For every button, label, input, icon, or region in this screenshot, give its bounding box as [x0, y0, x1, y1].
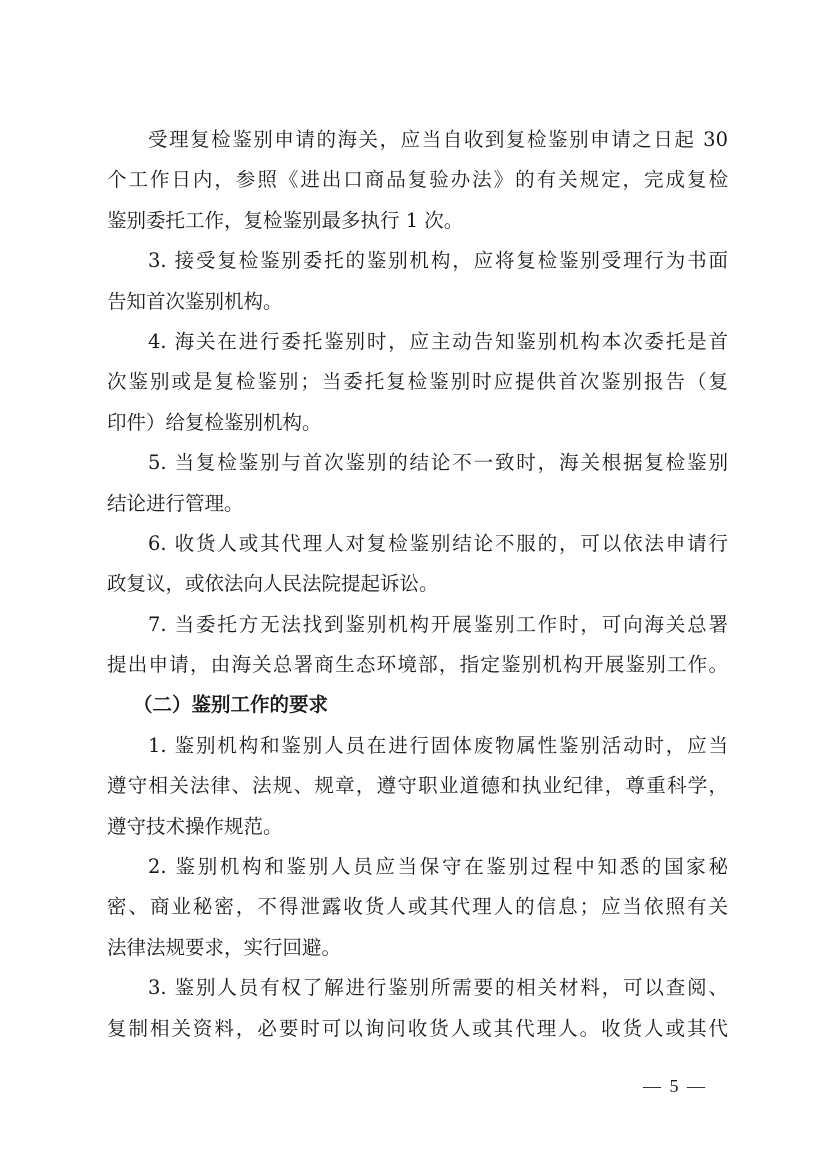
paragraph-line: 6. 收货人或其代理人对复检鉴别结论不服的，可以依法申请行	[148, 531, 728, 555]
page-number: — 5 —	[643, 1076, 707, 1096]
paragraph-line: 5. 当复检鉴别与首次鉴别的结论不一致时，海关根据复检鉴别	[148, 451, 728, 475]
paragraph-line: 3. 接受复检鉴别委托的鉴别机构，应将复检鉴别受理行为书面	[148, 249, 728, 273]
paragraph-line: 7. 当委托方无法找到鉴别机构开展鉴别工作时，可向海关总署	[148, 612, 728, 636]
document-body	[107, 120, 728, 1049]
paragraph-line: 政复议，或依法向人民法院提起诉讼。	[107, 572, 439, 596]
section-heading: （二）鉴别工作的要求	[133, 693, 329, 717]
paragraph-line: 提出申请，由海关总署商生态环境部，指定鉴别机构开展鉴别工作。	[107, 653, 728, 677]
paragraph-line: 受理复检鉴别申请的海关，应当自收到复检鉴别申请之日起 30	[148, 128, 728, 151]
paragraph-line: 2. 鉴别机构和鉴别人员应当保守在鉴别过程中知悉的国家秘	[148, 855, 728, 879]
paragraph-line: 密、商业秘密，不得泄露收货人或其代理人的信息；应当依照有关	[107, 895, 728, 919]
paragraph-line: 法律法规要求，实行回避。	[107, 935, 342, 959]
paragraph-line: 个工作日内，参照《进出口商品复验办法》的有关规定，完成复检	[107, 168, 728, 192]
paragraph-line: 印件）给复检鉴别机构。	[107, 410, 322, 434]
paragraph-line: 次鉴别或是复检鉴别；当委托复检鉴别时应提供首次鉴别报告（复	[107, 370, 728, 394]
paragraph-line: 结论进行管理。	[107, 491, 244, 515]
paragraph-line: 复制相关资料，必要时可以询问收货人或其代理人。收货人或其代	[107, 1016, 728, 1040]
paragraph-line: 鉴别委托工作，复检鉴别最多执行 1 次。	[107, 208, 464, 232]
paragraph-line: 遵守相关法律、法规、规章，遵守职业道德和执业纪律，尊重科学，	[107, 774, 728, 798]
paragraph-line: 4. 海关在进行委托鉴别时，应主动告知鉴别机构本次委托是首	[148, 329, 728, 353]
paragraph-line: 遵守技术操作规范。	[107, 814, 283, 838]
paragraph-line: 1. 鉴别机构和鉴别人员在进行固体废物属性鉴别活动时，应当	[148, 733, 728, 757]
paragraph-line: 3. 鉴别人员有权了解进行鉴别所需要的相关材料，可以查阅、	[148, 976, 728, 1000]
paragraph-line: 告知首次鉴别机构。	[107, 289, 283, 313]
